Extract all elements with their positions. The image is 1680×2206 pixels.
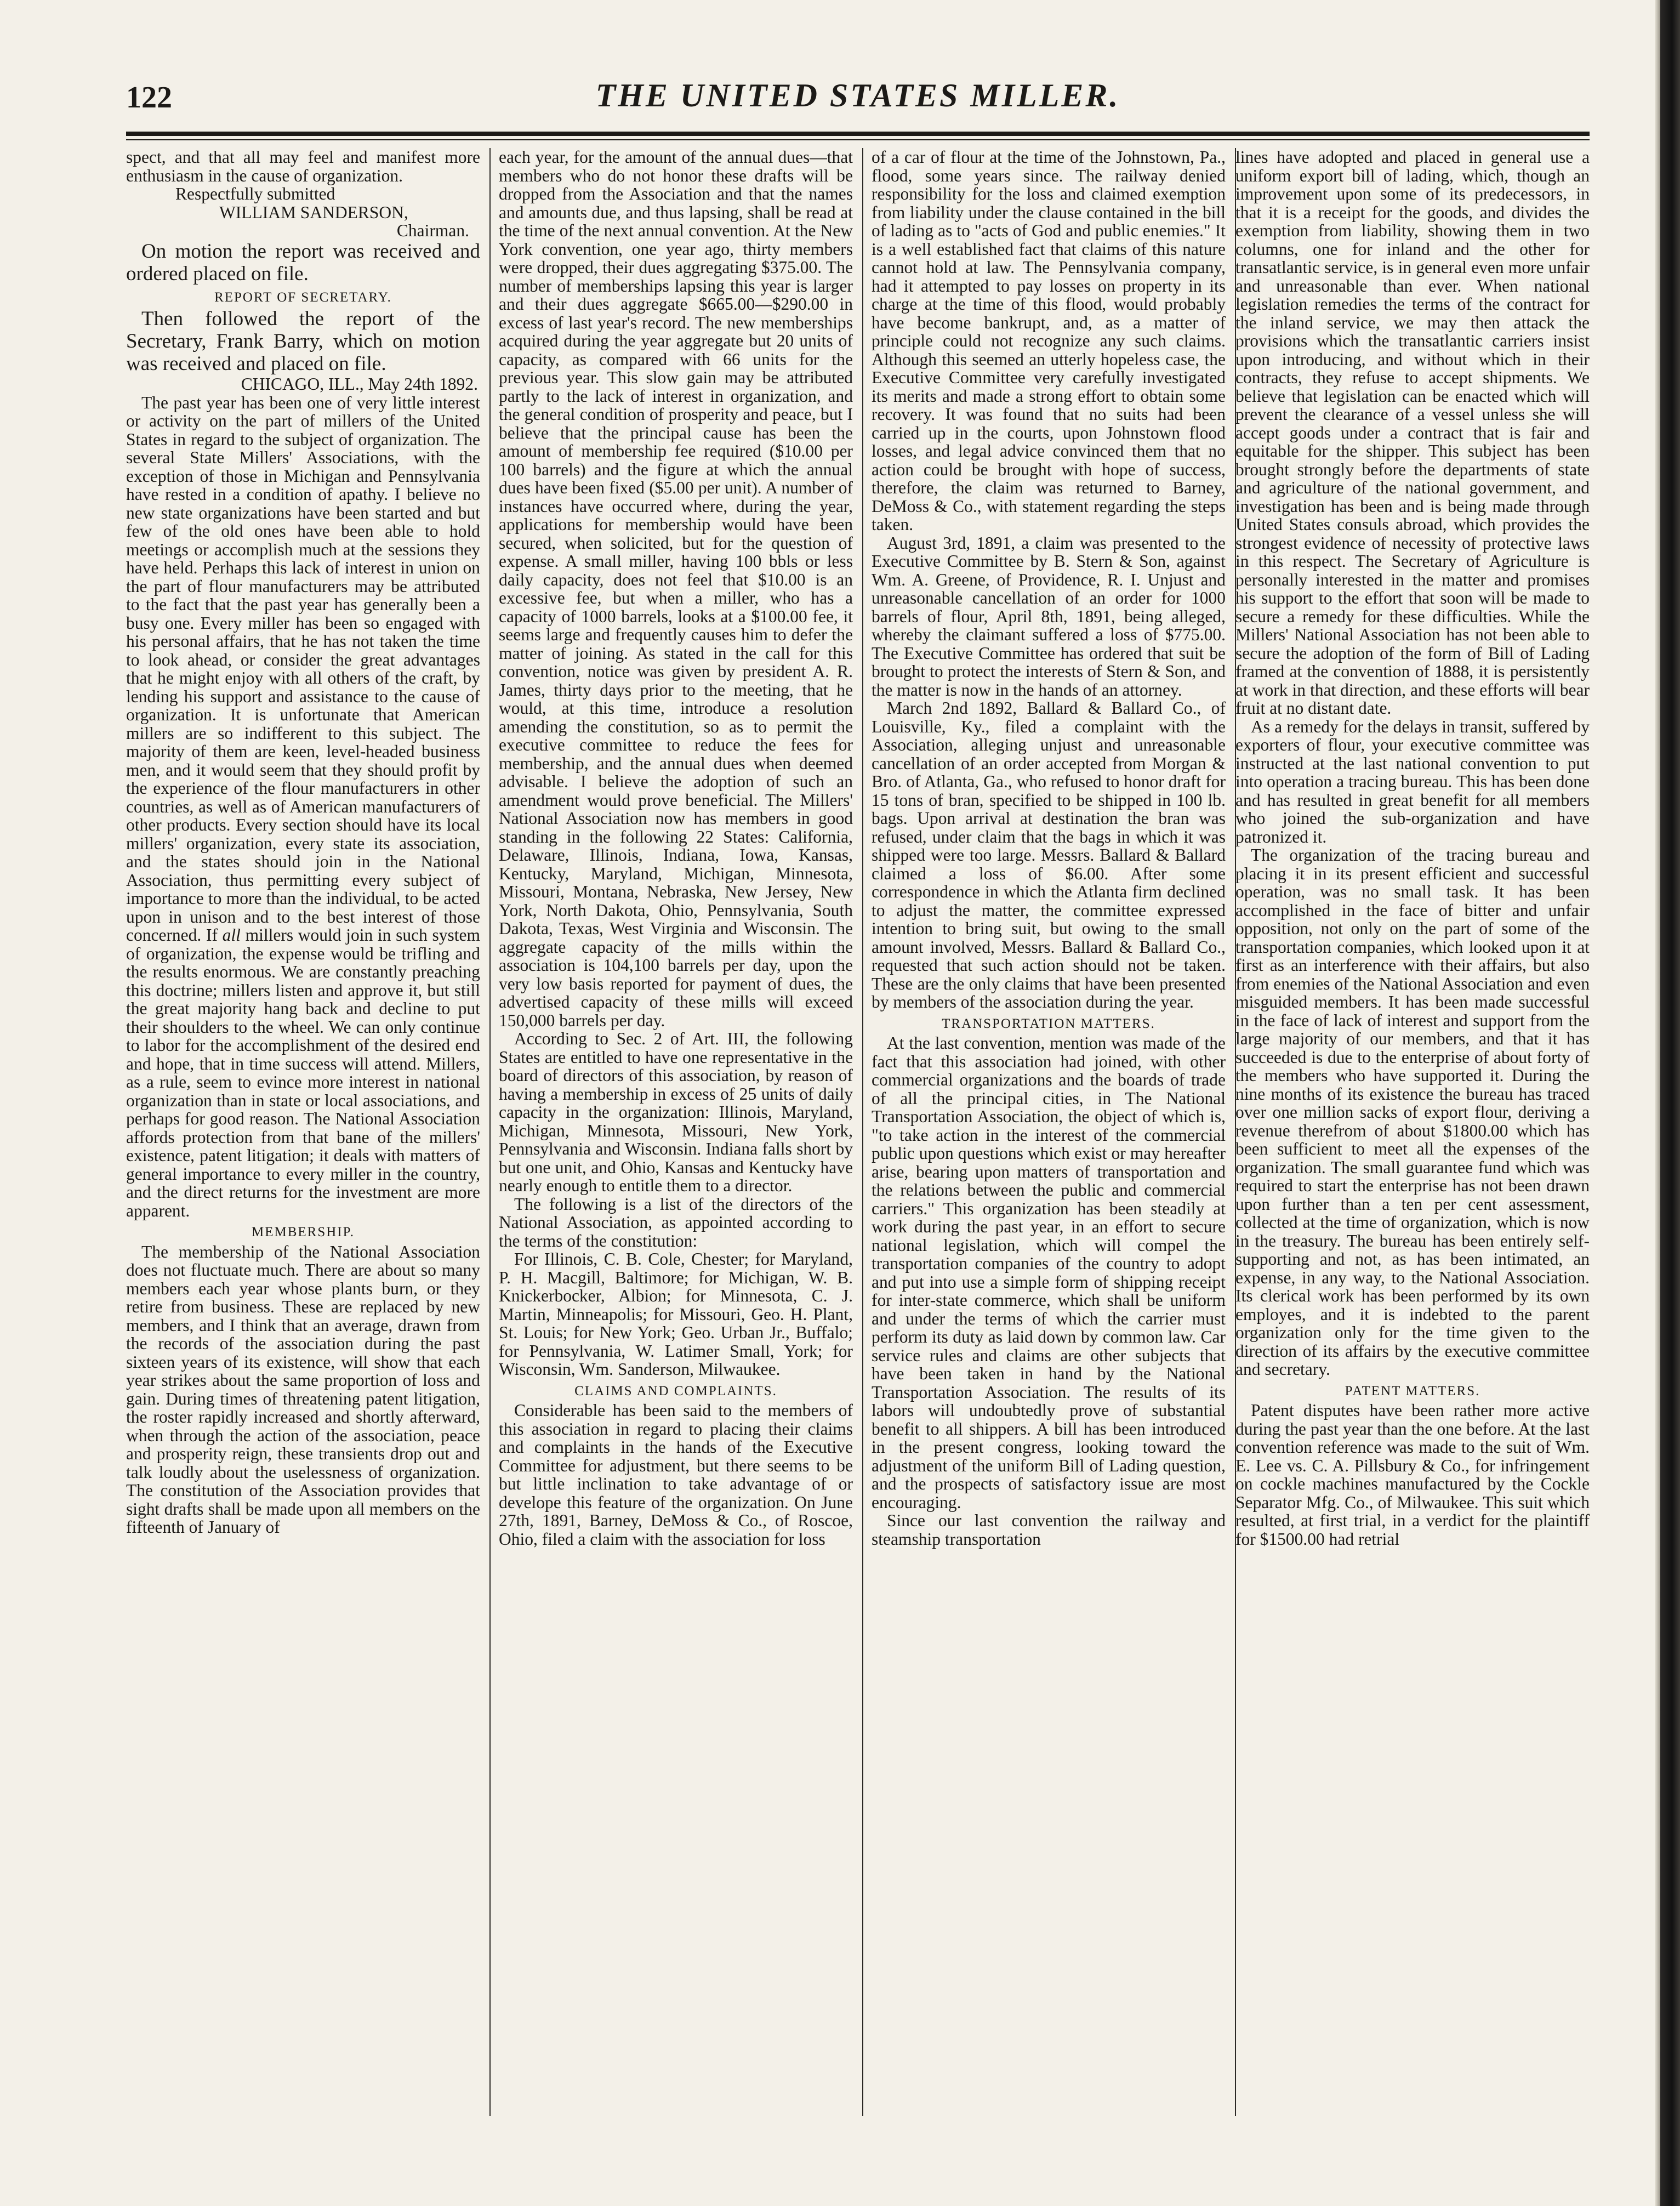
page-edge <box>1655 0 1660 2206</box>
column-2 <box>499 148 853 2116</box>
paragraph <box>126 394 480 1220</box>
column-divider <box>489 148 491 2116</box>
header-rule <box>126 132 1590 136</box>
paragraph: March 2nd 1892, Ballard & Ballard Co., of Louisville, Ky., filed a complaint with the Association, alleging unjust and unreasonable cancellation of an order accepted from Morgan & Bro. of Atlanta, Ga., who refused to honor draft for 15 tons of bran, specified to be shipped in 100 lb. bags. Upon arrival at destination the bran was refused, under claim that the bags in which it was shipped were too large. Messrs. Ballard & Ballard claimed a loss of $6.00. After some correspondence in which the Atlanta firm declined to adjust the matter, the committee expressed intention to bring suit, but owing to the small amount involved, Messrs. Ballard & Ballard Co., requested that such action should not be taken. These are the only claims that have been presented by members of the association during the year. <box>872 698 1226 1011</box>
paragraph: spect, and that all may feel and manifest more enthusiasm in the cause of organization. <box>126 148 480 185</box>
section-heading: TRANSPORTATION MATTERS. <box>942 1016 1155 1031</box>
paragraph: of a car of flour at the time of the Johnstown, Pa., flood, some years since. The railway denied responsibility for the loss and claimed exemption from liability under the clause contained in the bill of lading as to "acts of God and public enemies." It is a well established fact that claims of this nature cannot hold at law. The Pennsylvania company, had it attempted to pay losses on property in its charge at the time of this flood, would probably have become bankrupt, and, as a matter of principle could not recognize any such claims. Although this seemed an utterly hopeless case, the Executive Committee very carefully investigated its merits and made a strong effort to obtain some recovery. It was found that no suits had been carried up in the courts, upon Johnstown flood losses, and legal advice convinced them that no action could be brought with hope of success, therefore, the claim was returned to Barney, DeMoss & Co., with statement regarding the steps taken. <box>872 148 1226 534</box>
paragraph: lines have adopted and placed in general use a uniform export bill of lading, which, though an improvement upon some of its predecessors, in that it is a receipt for the goods, and divides the exemption from liability, showing them in two columns, one for inland and the other for transatlantic service, is in general even more unfair and unreasonable than ever. When national legislation remedies the terms of the contract for the inland service, we may then attack the provisions which the transatlantic carriers insist upon introducing, and without which in their contracts, they refuse to accept shipments. We believe that legislation can be enacted which will prevent the clearance of a vessel unless she will accept goods under a contract that is fair and equitable for the shipper. This subject has been brought strongly before the departments of state and agriculture of the national government, and investigation has been and is being made through United States consuls abroad, which provides the strongest evidence of necessity of protective laws in this respect. The Secretary of Agriculture is personally interested in the matter and promises his support to the effort that soon will be made to secure a remedy for these difficulties. While the Millers' National Association has not been able to secure the adoption of the form of Bill of Lading framed at the convention of 1888, it is persistently at work in that direction, and these efforts will bear fruit at no distant date. <box>1235 148 1590 718</box>
binding-shadow <box>1660 0 1680 2206</box>
paragraph: As a remedy for the delays in transit, suffered by exporters of flour, your executive committee was instructed at the last national convention to put into operation a tracing bureau. This has been done and has resulted in great benefit for all members who joined the sub-organization and have patronized it. <box>1235 717 1590 846</box>
paragraph: The membership of the National Association does not fluctuate much. There are about so many members each year whose plants burn, or they retire from business. These are replaced by new members, and I think that an average, drawn from the records of the association during the past sixteen years of its existence, will show that each year strikes about the same proportion of loss and gain. During times of threatening patent litigation, the roster rapidly increased and shortly afterward, when through the action of the association, peace and prosperity reign, these transients drop out and talk loudly about the uselessness of organization. The constitution of the Association provides that sight drafts shall be made upon all members on the fifteenth of January of <box>126 1242 480 1537</box>
dateline <box>126 375 480 394</box>
column-4 <box>1235 148 1590 2116</box>
article-columns <box>126 148 1590 2116</box>
header-rule-thin <box>126 139 1590 140</box>
signature-name: WILLIAM SANDERSON, <box>219 202 408 222</box>
page-header <box>126 77 1590 126</box>
paragraph: For Illinois, C. B. Cole, Chester; for Maryland, P. H. Macgill, Baltimore; for Michigan, W. B. Knickerbocker, Albion; for Minnesota, C. J. Martin, Minneapolis; for Missouri, Geo. H. Plant, St. Louis; for New York; Geo. Urban Jr., Buffalo; for Pennsylvania, W. Latimer Small, York; for Wisconsin, Wm. Sanderson, Milwaukee. <box>499 1249 853 1379</box>
paragraph: Patent disputes have been rather more active during the past year than the one before. At the last convention reference was made to the suit of Wm. E. Lee vs. C. A. Pillsbury & Co., for infringement on cockle machines manufactured by the Cockle Separator Mfg. Co., of Milwaukee. This suit which resulted, at first trial, in a verdict for the plaintiff for $1500.00 had retrial <box>1235 1401 1590 1549</box>
emphasis: all <box>222 925 241 945</box>
section-heading: CLAIMS AND COMPLAINTS. <box>574 1383 777 1398</box>
section-heading: PATENT MATTERS. <box>1345 1383 1480 1398</box>
dateline-city: CHICAGO, ILL., <box>241 374 364 394</box>
signature-title: Chairman. <box>396 221 469 240</box>
dateline-date: May 24th 1892. <box>368 374 478 394</box>
section-heading: REPORT OF SECRETARY. <box>214 289 392 305</box>
column-divider <box>862 148 863 2116</box>
publication-title: THE UNITED STATES MILLER. <box>595 77 1120 113</box>
paragraph-text: The past year has been one of very little interest or activity on the part of millers of the United States in regard to the subject of organization. The several State Millers' Associations, with the exception of those in Michigan and Pennsylvania have rested in a condition of apathy. I believe no new state organizations have been started and but few of the old ones have been able to hold meetings or accomplish much at the sessions they have held. Perhaps this lack of interest in union on the part of flour manufacturers may be attributed to the fact that the past year has generally been a busy one. Every miller has been so engaged with his personal affairs, that he has not taken the time to look ahead, or consider the great advantages that he might enjoy with all others of the craft, by lending his support and assistance to the cause of organization. It is unfortunate that American millers are so indifferent to this subject. The majority of them are keen, level-headed business men, and it would seem that they should profit by the experience of the flour manufacturers in other countries, as well as of American manufacturers of other products. Every section should have its local millers' organization, every state its association, and the states should join in the National Association, thus permitting every subject of importance to more than the individual, to be acted upon in unison and to the best interest of those concerned. If <box>126 393 480 945</box>
paragraph: each year, for the amount of the annual dues—that members who do not honor these drafts will be dropped from the Association and that the names and amounts due, and thus lapsing, shall be read at the time of the next annual convention. At the New York convention, one year ago, thirty members were dropped, their dues aggregating $375.00. The number of memberships lapsing this year is larger and their dues aggregate $665.00—$290.00 in excess of last year's record. The new memberships acquired during the year aggregate but 20 units of capacity, as compared with 66 units for the previous year. This slow gain may be attributed partly to the lack of interest in organization, and the general condition of prosperity and peace, but I believe that the principal cause has been the amount of membership fee required ($10.00 per 100 barrels) and the figure at which the annual dues have been fixed ($5.00 per unit). A number of instances have occurred where, during the year, applications for membership would have been secured, when solicited, but for the question of expense. A small miller, having 100 bbls or less daily capacity, does not feel that $10.00 is an excessive fee, but when a miller, who has a capacity of 1000 barrels, looks at a $100.00 fee, it seems large and frequently causes him to defer the matter of joining. As stated in the call for this convention, notice was given by president A. R. James, thirty days prior to the meeting, that he would, at this time, introduce a resolution amending the constitution, so as to permit the executive committee to reduce the fees for membership, and the annual dues when deemed advisable. I believe the adoption of such an amendment would prove beneficial. The Millers' National Association now has members in good standing in the following 22 States: California, Delaware, Illinois, Indiana, Iowa, Kansas, Kentucky, Maryland, Michigan, Minnesota, Missouri, Montana, Nebraska, New Jersey, New York, North Dakota, Ohio, Pennsylvania, South Dakota, Texas, West Virginia and Wisconsin. The aggregate capacity of the mills within the association is 104,100 barrels per day, upon the very low basis reported for payment of dues, the advertised capacity of these mills will exceed 150,000 barrels per day. <box>499 148 853 1030</box>
column-1 <box>126 148 480 2116</box>
paragraph-text: millers would join in such system of organization, the expense would be trifling and the results enormous. We are constantly preaching this doctrine; millers listen and approve it, but still the great majority hang back and decline to put their shoulders to the wheel. We can only continue to labor for the accomplishment of the desired end and hope, that in time success will attend. Millers, as a rule, seem to evince more interest in national organization than in state or local associations, and perhaps for good reason. The National Association affords protection from that bane of the millers' existence, patent litigation; it deals with matters of general importance to every miller in the country, and the direct returns for the investment are more apparent. <box>126 925 480 1220</box>
paragraph: August 3rd, 1891, a claim was presented to the Executive Committee by B. Stern & Son, against Wm. A. Greene, of Providence, R. I. Unjust and unreasonable cancellation of an order for 1000 barrels of flour, April 8th, 1891, being alleged, whereby the claimant suffered a loss of $775.00. The Executive Committee has ordered that suit be brought to protect the interests of Stern & Son, and the matter is now in the hands of an attorney. <box>872 533 1226 700</box>
signature-line: Respectfully submitted <box>175 184 335 203</box>
paragraph: The organization of the tracing bureau and placing it in its present efficient and successful operation, was no small task. It has been accomplished in the face of bitter and unfair opposition, not only on the part of some of the transportation companies, which looked upon it at first as an interference with their affairs, but also from enemies of the National Association and even misguided members. It has been made successful in the face of lack of interest and support from the large majority of our members, and that it has succeeded is due to the enterprise of about forty of the members who have supported it. During the nine months of its existence the bureau has traced over one million sacks of export flour, deriving a revenue therefrom of about $1800.00 which has been sufficient to meet all the expenses of the organization. The small guarantee fund which was required to start the enterprise has not been drawn upon further than a ten per cent assessment, collected at the time of organization, which is now in the treasury. The bureau has been entirely self-supporting and not, as has been intimated, an expense, in any way, to the National Association. Its clerical work has been performed by its own employes, and it is indebted to the parent organization only for the time given to the direction of its affairs by the executive committee and secretary. <box>1235 845 1590 1379</box>
paragraph: Considerable has been said to the members of this association in regard to placing their claims and complaints in the hands of the Executive Committee for adjustment, but there seems to be but little inclination to take advantage of or develope this feature of the organization. On June 27th, 1891, Barney, DeMoss & Co., of Roscoe, Ohio, filed a claim with the association for loss <box>499 1401 853 1549</box>
paragraph: According to Sec. 2 of Art. III, the following States are entitled to have one representative in the board of directors of this association, by reason of having a membership in excess of 25 units of daily capacity in the organization: Illinois, Maryland, Michigan, Minnesota, Missouri, New York, Pennsylvania and Wisconsin. Indiana falls short by but one unit, and Ohio, Kansas and Kentucky have nearly enough to entitle them to a director. <box>499 1029 853 1195</box>
page-number: 122 <box>126 81 172 115</box>
column-3 <box>872 148 1226 2116</box>
paragraph: At the last convention, mention was made of the fact that this association had joined, with other commercial organizations and the boards of trade of all the principal cities, in The National Transportation Association, the object of which is, "to take action in the interest of the commercial public upon questions which exist or may hereafter arise, bearing upon matters of transportation and the relations between the public and commercial carriers." This organization has been steadily at work during the past year, in an effort to secure national legislation, which will compel the transportation companies of the country to adopt and put into use a simple form of shipping receipt for inter-state commerce, which shall be uniform and under the terms of which the carrier must perform its duty as laid down by common law. Car service rules and claims are other subjects that have been taken in hand by the National Transportation Association. The results of its labors will undoubtedly prove of substantial benefit to all shippers. A bill has been introduced in the present congress, looking toward the adjustment of the uniform Bill of Lading question, and the prospects of satisfactory issue are most encouraging. <box>872 1033 1226 1512</box>
paragraph-large: Then followed the report of the Secretary, Frank Barry, which on motion was received and placed on file. <box>126 308 480 375</box>
paragraph: The following is a list of the directors of the National Association, as appointed according to the terms of the constitution: <box>499 1194 853 1250</box>
paragraph-large: On motion the report was received and ordered placed on file. <box>126 240 480 285</box>
paragraph: Since our last convention the railway and steamship transportation <box>872 1511 1226 1549</box>
section-heading: MEMBERSHIP. <box>251 1225 355 1240</box>
